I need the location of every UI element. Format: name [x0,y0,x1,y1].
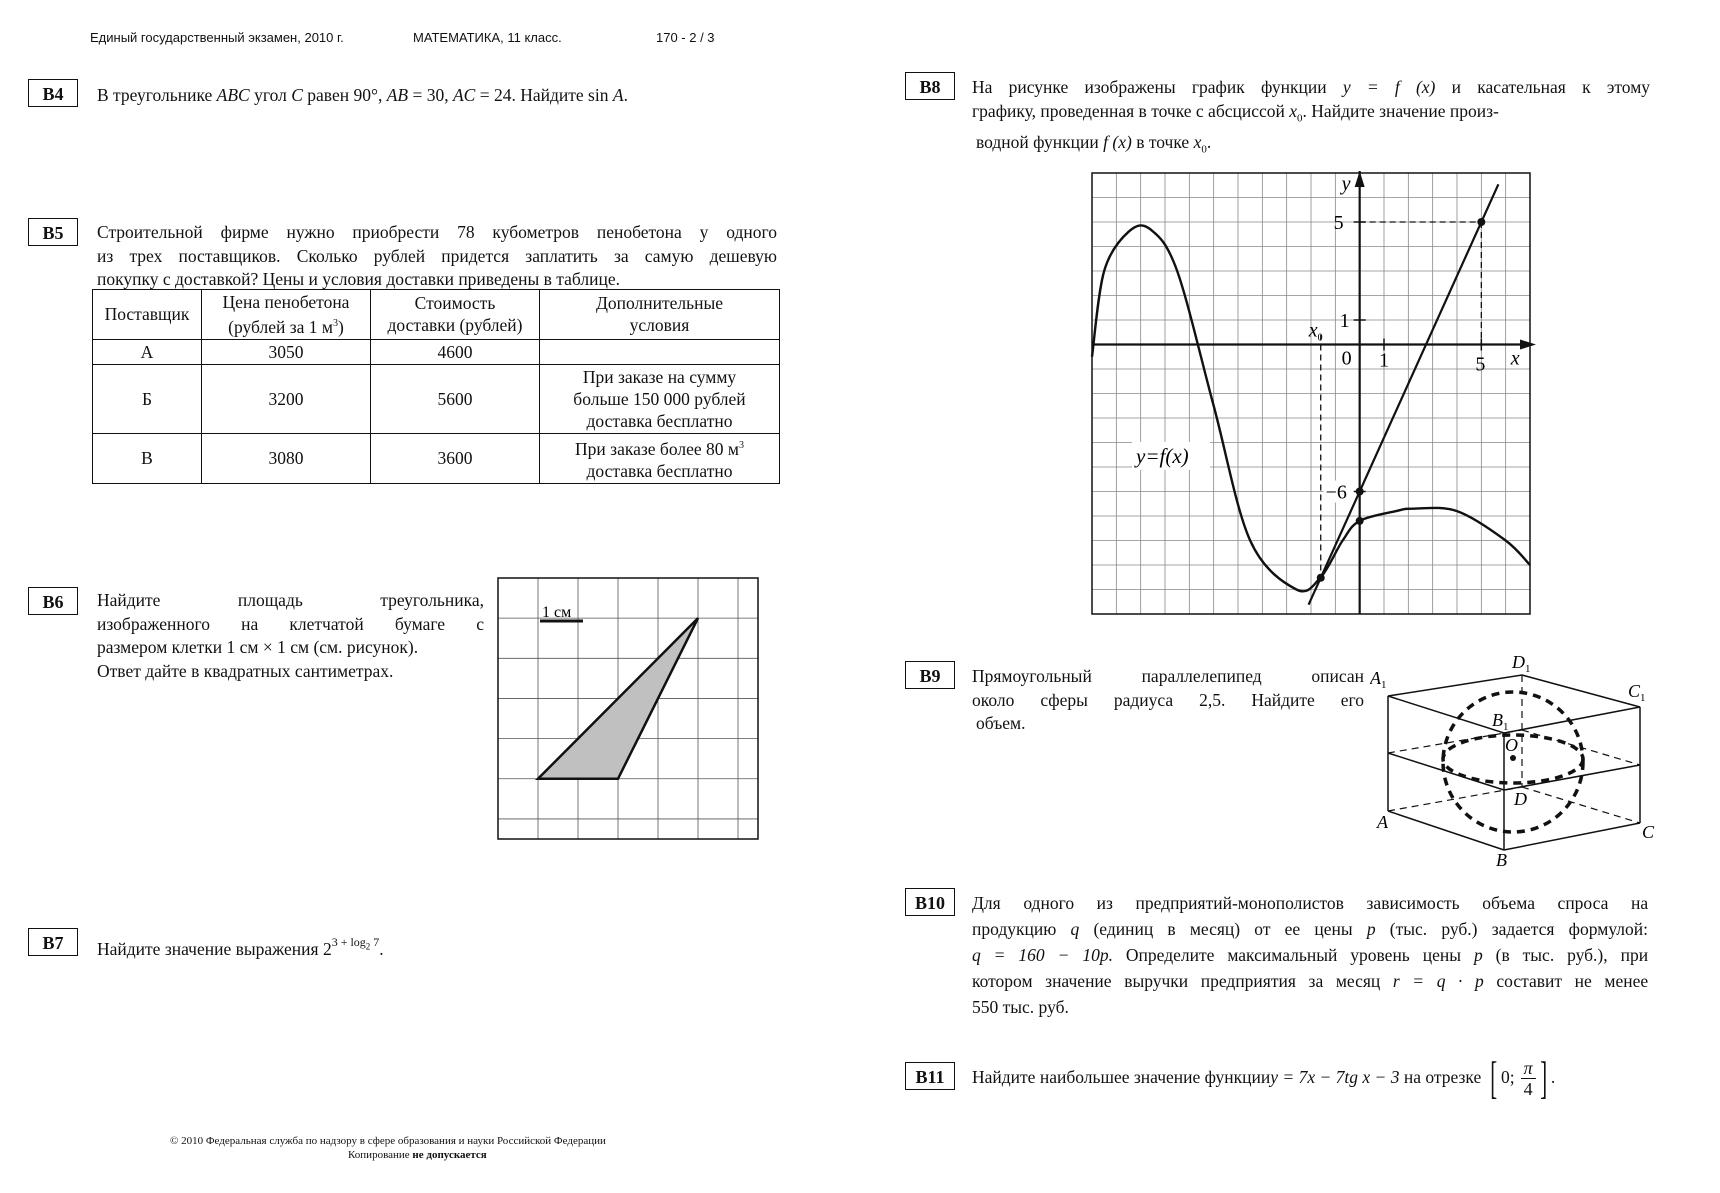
y-axis-label: y [1341,173,1351,195]
task-label-b4: B4 [28,79,78,107]
cell-delivery: 4600 [371,339,540,364]
vertex-c1: $C_1$ [1628,681,1646,704]
header-price: Цена пенобетона (рублей за 1 $м^3$) [202,290,371,340]
task-label-b5: B5 [28,218,78,246]
task-label-b10: B10 [905,888,955,916]
tick-x1-label: 1 [1379,349,1389,372]
x-axis-label: x [1510,347,1520,370]
table-row [93,433,780,483]
header-page: 170 - 2 / 3 [656,30,715,45]
task-label-b7: B7 [28,928,78,956]
vertex-b: B [1496,850,1507,870]
table-header-row [93,290,780,340]
cell-price: 3200 [202,364,371,433]
tick-y6-label: −6 [1325,481,1347,504]
task-label-b9: B9 [905,661,955,689]
tick-y5-label: 5 [1333,212,1344,234]
vertex-a1: $A_1$ [1370,668,1387,691]
curve-label: y=f(x) [1136,444,1189,468]
task-b11-text: Найдите наибольшее значение функции y = 7x − 7tg x − 3 на отрезке [ 0; π 4 ] . [972,1052,1556,1103]
cell-conditions: При заказе более 80 $м^3$ доставка бесплатно [540,433,780,483]
cell-delivery: 5600 [371,364,540,433]
task-label-b6: B6 [28,587,78,615]
vertex-b1: $B_1$ [1492,710,1509,733]
footer-copyright: © 2010 Федеральная служба по надзору в сфере образования и науки Российской Федерации [170,1135,606,1147]
header-exam: Единый государственный экзамен, 2010 г. [90,30,344,45]
cell-price: 3050 [202,339,371,364]
task-b9-text: Прямоугольный параллелепипед описан около сферы радиуса 2,5. Найдите его объем. [972,666,1365,733]
supplier-table [92,289,780,484]
cell-delivery: 3600 [371,433,540,483]
footer-copying: Копирование не допускается [348,1149,487,1161]
point-0-neg6 [1356,488,1364,496]
origin-label: 0 [1341,347,1352,370]
task-b6-text: Найдите площадь треугольника, изображенного на клетчатой бумаге с размером клетки 1 см × 1 см (см. рисунок). Ответ дайте в квадратных сантиметрах. [97,590,485,681]
task-label-b11: B11 [905,1062,955,1090]
point-5-5 [1477,218,1485,226]
task-b7-text: Найдите значение выражения $2^{3 + log_2 7}$. [97,935,384,959]
tangent-line [1309,184,1499,604]
table-row [93,339,780,364]
tick-y1-label: 1 [1339,310,1350,332]
tangency-point [1317,574,1325,582]
header-delivery: Стоимость доставки (рублей) [371,290,540,340]
scale-label: 1 см [542,604,572,621]
task-b4-text: В треугольнике ABC угол C равен 90°, AB = 30, AC = 24. Найдите sin A. [97,85,628,105]
task-b8-text: На рисунке изображены график функции y = f (x) и касательная к этому графику, проведенная в точке с абсциссой $x_0$. Найдите значение произ- водной функции f (x) в точке $x_0$. [972,77,1651,155]
parallelepiped-figure [1370,648,1670,873]
cell-price: 3080 [202,433,371,483]
header-supplier: Поставщик [93,290,202,340]
curve-y-intercept [1356,517,1364,525]
triangle-grid-figure [497,577,759,841]
center-o: O [1505,735,1518,755]
vertex-d: D [1514,789,1527,809]
x0-label: $x_0$ [1308,319,1323,344]
task-b5-text: Строительной фирме нужно приобрести 78 кубометров пенобетона у одного из трех поставщиков. Сколько рублей придется заплатить за самую дешевую покупку с доставкой? Цены и условия доставки приведены в таблице. [97,222,777,289]
task-label-b8: B8 [905,72,955,100]
function-graph [1090,170,1536,620]
cell-conditions [540,339,780,364]
cell-supplier: Б [93,364,202,433]
tick-x5-label: 5 [1475,353,1486,376]
cell-supplier: А [93,339,202,364]
header-subject: МАТЕМАТИКА, 11 класс. [413,30,562,45]
vertex-c: C [1642,822,1655,842]
cell-conditions: При заказе на сумму больше 150 000 рублей доставка бесплатно [540,364,780,433]
task-b10-text: Для одного из предприятий-монополистов зависимость объема спроса на продукцию q (единиц в месяц) от ее цены p (тыс. руб.) задается формулой: q = 160 − 10p. Определите максимальный уровень цены p (в тыс. руб.), при котором значение выручки предприятия за месяц r = q · p составит не менее 550 тыс. руб. [972,893,1649,1017]
header-conditions: Дополнительные условия [540,290,780,340]
vertex-a: A [1377,812,1388,832]
table-row [93,364,780,433]
vertex-d1: $D_1$ [1512,652,1531,675]
cell-supplier: В [93,433,202,483]
